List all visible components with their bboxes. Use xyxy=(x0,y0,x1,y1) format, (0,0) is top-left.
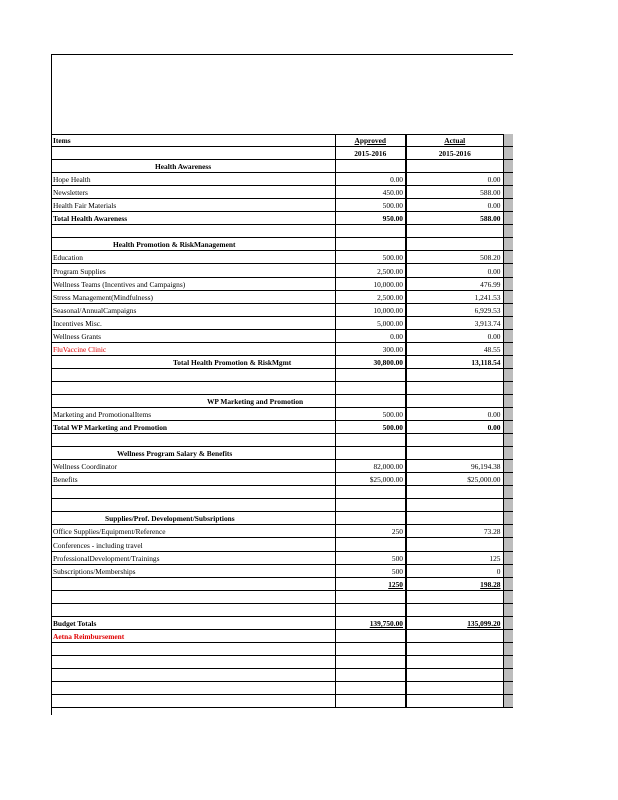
row-label: Incentives Misc. xyxy=(51,316,335,329)
row-label: ProfessionalDevelopment/Trainings xyxy=(51,551,335,564)
table-row xyxy=(51,407,513,420)
table-row xyxy=(51,251,513,264)
section-title-row xyxy=(51,238,513,251)
gutter-cell xyxy=(503,134,513,147)
approved-value: 500 xyxy=(335,564,406,577)
approved-value: 450.00 xyxy=(335,186,406,199)
actual-total: 0.00 xyxy=(406,421,503,434)
table-row xyxy=(51,199,513,212)
table-row xyxy=(51,329,513,342)
approved-value: 500.00 xyxy=(335,251,406,264)
blank-row xyxy=(51,368,513,381)
actual-value: 0 xyxy=(406,564,503,577)
actual-value: 0.00 xyxy=(406,173,503,186)
actual-value: 3,913.74 xyxy=(406,316,503,329)
row-label: Wellness Coordinator xyxy=(51,460,335,473)
gutter-cell xyxy=(503,147,513,160)
actual-year: 2015-2016 xyxy=(406,147,503,160)
actual-value xyxy=(406,538,503,551)
section-title-row xyxy=(51,160,513,173)
row-label: Benefits xyxy=(51,473,335,486)
table-row xyxy=(51,551,513,564)
blank-row xyxy=(51,434,513,447)
approved-value: 5,000.00 xyxy=(335,316,406,329)
budget-actual-total xyxy=(406,616,503,629)
table-row xyxy=(51,264,513,277)
actual-value: 0.00 xyxy=(406,264,503,277)
approved-value: 500 xyxy=(335,551,406,564)
approved-label: Approved xyxy=(354,136,386,146)
actual-label: Actual xyxy=(444,136,466,146)
row-label: Conferences - including travel xyxy=(51,538,335,551)
blank-row xyxy=(51,225,513,238)
approved-value: 2,500.00 xyxy=(335,264,406,277)
total-row xyxy=(51,421,513,434)
table-row xyxy=(51,342,513,355)
budget-approved-value: 139,750.00 xyxy=(369,618,403,628)
table-row xyxy=(51,538,513,551)
approved-value: $25,000.00 xyxy=(335,473,406,486)
budget-totals-row xyxy=(51,616,513,629)
section-title-supplies: Supplies/Prof. Development/Subsriptions xyxy=(51,512,335,525)
approved-value: 2,500.00 xyxy=(335,290,406,303)
actual-value: $25,000.00 xyxy=(406,473,503,486)
row-label: Health Fair Materials xyxy=(51,199,335,212)
section-title-row xyxy=(51,512,513,525)
total-label: Total Health Awareness xyxy=(51,212,335,225)
actual-header xyxy=(406,134,503,147)
budget-actual-value: 135,099.20 xyxy=(467,618,501,628)
row-label: Wellness Grants xyxy=(51,329,335,342)
actual-value: 73.28 xyxy=(406,525,503,538)
table-row xyxy=(51,290,513,303)
table-row xyxy=(51,277,513,290)
row-label: Wellness Teams (Incentives and Campaigns) xyxy=(51,277,335,290)
section-title-row xyxy=(51,447,513,460)
approved-value: 10,000.00 xyxy=(335,303,406,316)
row-label: Program Supplies xyxy=(51,264,335,277)
table-row xyxy=(51,186,513,199)
actual-value: 6,929.53 xyxy=(406,303,503,316)
aetna-row xyxy=(51,629,513,642)
blank-row xyxy=(51,655,513,668)
approved-value: 0.00 xyxy=(335,329,406,342)
items-header: Items xyxy=(51,134,335,147)
blank-row xyxy=(51,381,513,394)
total-row xyxy=(51,355,513,368)
aetna-reimbursement-label: Aetna Reimbursement xyxy=(51,629,335,642)
empty-cell xyxy=(51,147,335,160)
approved-total: 500.00 xyxy=(335,421,406,434)
row-label: Office Supplies/Equipment/Reference xyxy=(51,525,335,538)
actual-value: 588.00 xyxy=(406,186,503,199)
year-row xyxy=(51,147,513,160)
budget-table-wrap xyxy=(51,134,513,715)
actual-total: 198.28 xyxy=(406,577,503,590)
budget-approved-total xyxy=(335,616,406,629)
section-title-health-awareness: Health Awareness xyxy=(51,160,335,173)
approved-total: 1250 xyxy=(335,577,406,590)
table-row xyxy=(51,473,513,486)
blank-row xyxy=(51,681,513,694)
actual-total: 13,118.54 xyxy=(406,355,503,368)
table-row xyxy=(51,564,513,577)
approved-value: 300.00 xyxy=(335,342,406,355)
blank-row xyxy=(51,486,513,499)
sheet-top-border xyxy=(51,54,513,55)
row-label: Education xyxy=(51,251,335,264)
section-title-wp-marketing: WP Marketing and Promotion xyxy=(51,394,335,407)
approved-year: 2015-2016 xyxy=(335,147,406,160)
blank-row xyxy=(51,695,513,708)
row-label: Stress Management(Mindfulness) xyxy=(51,290,335,303)
approved-value: 250 xyxy=(335,525,406,538)
approved-value: 82,000.00 xyxy=(335,460,406,473)
table-row xyxy=(51,460,513,473)
actual-value: 0.00 xyxy=(406,199,503,212)
blank-row xyxy=(51,590,513,603)
budget-table xyxy=(51,134,513,708)
total-row xyxy=(51,212,513,225)
section-title-health-promotion: Health Promotion & RiskManagement xyxy=(51,238,335,251)
actual-value: 1,241.53 xyxy=(406,290,503,303)
total-label: Total Health Promotion & RiskMgmt xyxy=(51,355,335,368)
approved-header xyxy=(335,134,406,147)
row-label: Newsletters xyxy=(51,186,335,199)
actual-value: 508.20 xyxy=(406,251,503,264)
approved-total: 950.00 xyxy=(335,212,406,225)
table-row xyxy=(51,316,513,329)
approved-total: 30,800.00 xyxy=(335,355,406,368)
budget-sheet xyxy=(51,54,513,715)
blank-row xyxy=(51,642,513,655)
approved-value: 10,000.00 xyxy=(335,277,406,290)
approved-value: 500.00 xyxy=(335,407,406,420)
table-row xyxy=(51,525,513,538)
row-label: Subscriptions/Memberships xyxy=(51,564,335,577)
budget-totals-label: Budget Totals xyxy=(51,616,335,629)
total-row xyxy=(51,577,513,590)
section-title-wellness-salary: Wellness Program Salary & Benefits xyxy=(51,447,335,460)
actual-value: 0.00 xyxy=(406,407,503,420)
section-title-row xyxy=(51,394,513,407)
approved-value xyxy=(335,538,406,551)
total-label: Total WP Marketing and Promotion xyxy=(51,421,335,434)
blank-row xyxy=(51,603,513,616)
approved-value: 500.00 xyxy=(335,199,406,212)
row-label-flu-vaccine: FluVaccine Clinic xyxy=(51,342,335,355)
row-label: Marketing and PromotionalItems xyxy=(51,407,335,420)
actual-total: 588.00 xyxy=(406,212,503,225)
table-row xyxy=(51,303,513,316)
approved-value: 0.00 xyxy=(335,173,406,186)
header-row xyxy=(51,134,513,147)
blank-row xyxy=(51,668,513,681)
row-label: Hope Health xyxy=(51,173,335,186)
actual-value: 125 xyxy=(406,551,503,564)
actual-value: 0.00 xyxy=(406,329,503,342)
blank-row xyxy=(51,499,513,512)
actual-value: 96,194.38 xyxy=(406,460,503,473)
row-label: Seasonal/AnnualCampaigns xyxy=(51,303,335,316)
actual-value: 48.55 xyxy=(406,342,503,355)
actual-value: 476.99 xyxy=(406,277,503,290)
table-row xyxy=(51,173,513,186)
